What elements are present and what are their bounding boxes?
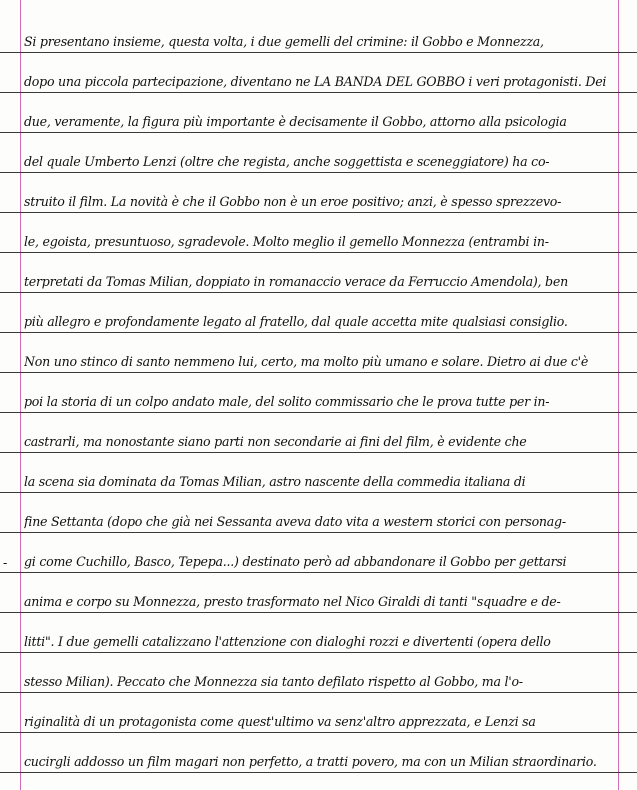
handwritten-line: Non uno stinco di santo nemmeno lui, certo, ma molto più umano e solare. Dietro ai due c'è: [24, 354, 589, 369]
handwritten-line: riginalità di un protagonista come quest'ultimo va senz'altro apprezzata, e Lenzi sa: [24, 714, 536, 729]
handwritten-line: gi come Cuchillo, Basco, Tepepa...) destinato però ad abbandonare il Gobbo per gettarsi: [24, 554, 567, 569]
handwritten-line: stesso Milian). Peccato che Monnezza sia tanto defilato rispetto al Gobbo, ma l'o-: [24, 674, 523, 689]
handwritten-line: più allegro e profondamente legato al fratello, dal quale accetta mite qualsiasi consiglio.: [24, 314, 568, 329]
handwritten-line: terpretati da Tomas Milian, doppiato in romanaccio verace da Ferruccio Amendola), ben: [24, 274, 568, 289]
handwritten-line: la scena sia dominata da Tomas Milian, astro nascente della commedia italiana di: [24, 474, 526, 489]
handwritten-line: dopo una piccola partecipazione, diventano ne LA BANDA DEL GOBBO i veri protagonisti. Dei: [24, 74, 607, 89]
handwritten-line: Si presentano insieme, questa volta, i due gemelli del crimine: il Gobbo e Monnezza,: [24, 34, 544, 49]
handwritten-line: cucirgli addosso un film magari non perfetto, a tratti povero, ma con un Milian straordinario.: [24, 754, 597, 769]
handwritten-line: due, veramente, la figura più importante è decisamente il Gobbo, attorno alla psicologia: [24, 114, 567, 129]
handwritten-line: poi la storia di un colpo andato male, del solito commissario che le prova tutte per in-: [24, 394, 550, 409]
left-margin-line: [20, 0, 21, 790]
handwritten-line: castrarli, ma nonostante siano parti non secondarie ai fini del film, è evidente che: [24, 434, 527, 449]
handwritten-line: del quale Umberto Lenzi (oltre che regista, anche soggettista e sceneggiatore) ha co-: [24, 154, 550, 169]
handwritten-line: anima e corpo su Monnezza, presto trasformato nel Nico Giraldi di tanti "squadre e de-: [24, 594, 561, 609]
handwritten-line: le, egoista, presuntuoso, sgradevole. Molto meglio il gemello Monnezza (entrambi in-: [24, 234, 549, 249]
handwritten-line: fine Settanta (dopo che già nei Sessanta aveva dato vita a western storici con personag-: [24, 514, 566, 529]
margin-mark: -: [3, 556, 8, 570]
right-margin-line: [618, 0, 619, 790]
handwritten-line: litti". I due gemelli catalizzano l'attenzione con dialoghi rozzi e divertenti (opera dello: [24, 634, 551, 649]
handwritten-line: struito il film. La novità è che il Gobbo non è un eroe positivo; anzi, è spesso sprezzevo-: [24, 194, 562, 209]
